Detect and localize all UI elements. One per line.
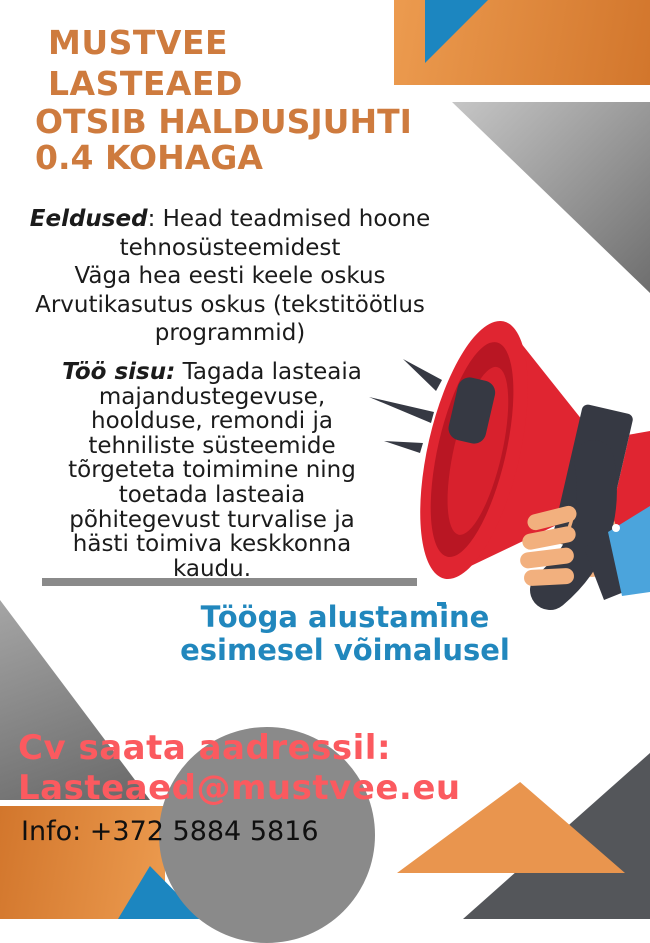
duties-line: hästi toimiva keskkonna [72, 531, 352, 558]
duties-paragraph [22, 360, 402, 581]
sleeve-button [612, 524, 620, 532]
requirements-line: Arvutikasutus oskus (tekstitöötlus [35, 291, 425, 318]
requirements-line: programmid) [154, 320, 306, 346]
cv-address-line: Cv saata aadressil: [18, 728, 392, 768]
poster-title [35, 22, 455, 176]
start-note [140, 601, 550, 667]
title-line: MUSTVEE [48, 23, 229, 62]
requirements-paragraph [10, 205, 450, 348]
requirements-line: Väga hea eesti keele oskus [74, 263, 386, 289]
phone-info: Info: +372 5884 5816 [21, 816, 319, 847]
title-line: LASTEAED [48, 64, 243, 103]
duties-line: hoolduse, remondi ja [91, 408, 333, 435]
duties-line: majandustegevuse, [98, 383, 326, 410]
cv-address-email: Lasteaed@mustvee.eu [18, 767, 461, 808]
requirements-line1: Head teadmised hoone [162, 206, 431, 232]
duties-line: toetada lasteaia [118, 481, 306, 508]
megaphone-illustration [360, 300, 650, 620]
duties-line: kaudu. [172, 555, 252, 582]
subtitle-line: 0.4 KOHAGA [35, 138, 263, 177]
requirements-lead: Eeldused [29, 206, 148, 232]
duties-line [22, 360, 402, 385]
subtitle-line: OTSIB HALDUSJUHTI [35, 102, 412, 141]
duties-lead: Töö sisu: [62, 359, 176, 385]
start-note-line: Tööga alustamine [200, 600, 490, 634]
start-note-line: esimesel võimalusel [180, 633, 510, 667]
requirements-line: tehnosüsteemidest [119, 234, 341, 261]
requirements-sep: : [147, 206, 163, 232]
cv-address [18, 729, 461, 808]
duties-line1: Tagada lasteaia [175, 359, 362, 385]
duties-line: põhitegevust turvalise ja [69, 506, 355, 533]
duties-line: tõrgeteta toimimine ning [68, 457, 356, 484]
top-right-gray-triangle [452, 102, 650, 293]
requirements-line [10, 205, 450, 234]
duties-line: tehniliste süsteemide [88, 432, 336, 459]
